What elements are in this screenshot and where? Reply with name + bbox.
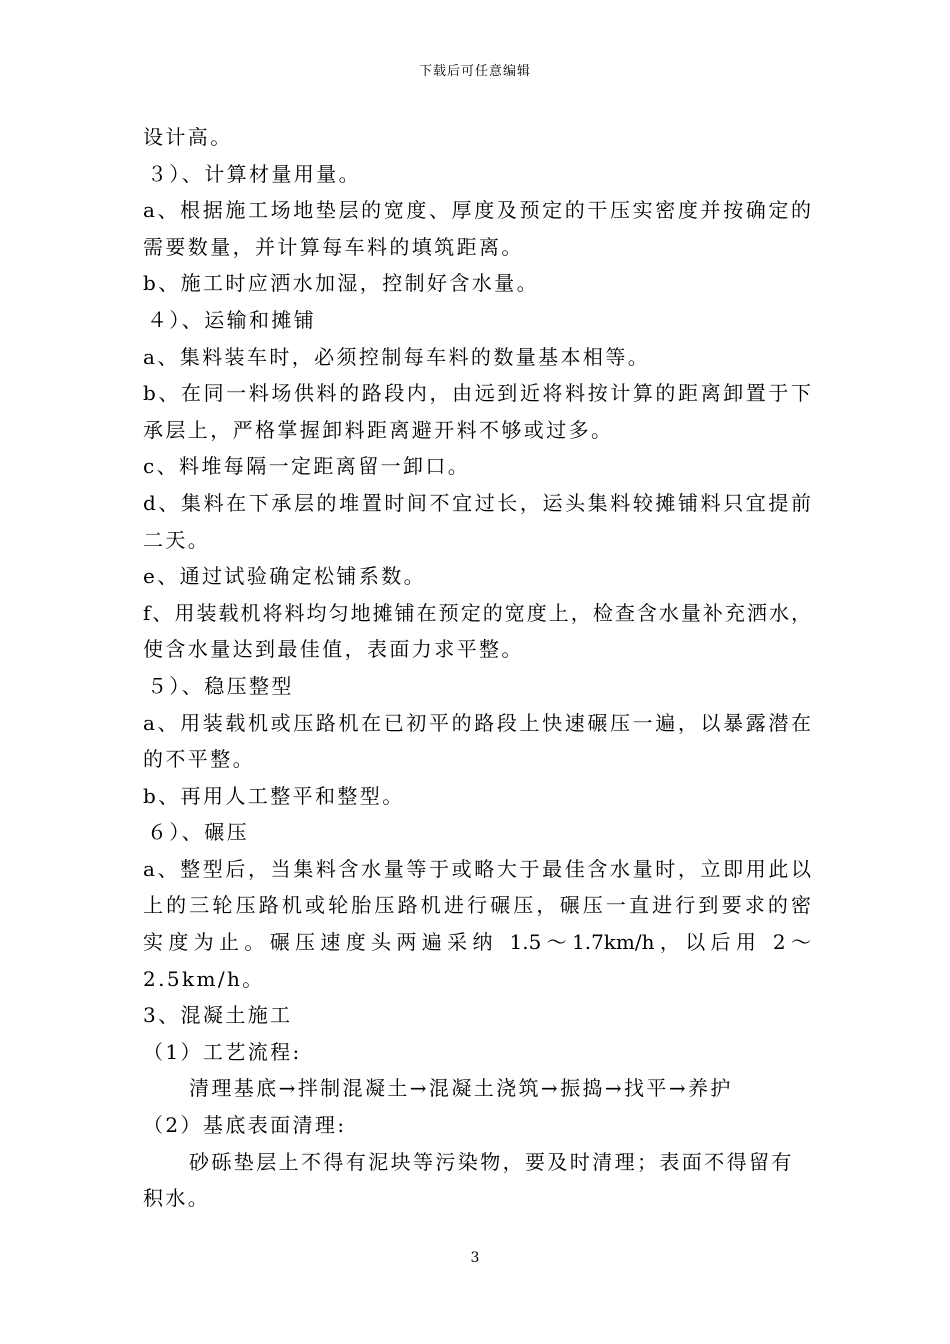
text-line: f、用装载机将料均匀地摊铺在预定的宽度上，检查含水量补充洒水， <box>143 600 811 625</box>
page-number: 3 <box>470 1250 480 1266</box>
page-header: 下载后可任意编辑 <box>418 64 531 79</box>
section-heading: ４）、运输和摊铺 <box>147 307 317 332</box>
text-line: 砂砾垫层上不得有泥块等污染物，要及时清理；表面不得留有 <box>189 1149 794 1174</box>
text-line: c、料堆每隔一定距离留一卸口。 <box>143 454 471 479</box>
text-line: 积水。 <box>143 1186 211 1211</box>
process-flow-line: 清理基底→拌制混凝土→混凝土浇筑→振捣→找平→养护 <box>189 1076 733 1101</box>
section-heading: ５）、稳压整型 <box>147 673 294 698</box>
text-line: 设计高。 <box>143 125 233 149</box>
text-line: b、施工时应洒水加湿，控制好含水量。 <box>143 271 540 296</box>
text-line: 使含水量达到最佳值，表面力求平整。 <box>143 637 524 662</box>
text-line: a、整型后，当集料含水量等于或略大于最佳含水量时，立即用此以 <box>143 856 811 881</box>
text-line: 二天。 <box>143 527 211 552</box>
text-line: a、集料装车时，必须控制每车料的数量基本相等。 <box>143 344 651 369</box>
section-heading: ３）、计算材量用量。 <box>147 161 361 186</box>
document-body <box>143 119 811 1217</box>
text-line: e、通过试验确定松铺系数。 <box>143 564 427 589</box>
section-heading: ６）、碾压 <box>147 820 249 845</box>
text-line: b、在同一料场供料的路段内，由远到近将料按计算的距离卸置于下 <box>143 381 811 406</box>
text-line: a、用装载机或压路机在已初平的路段上快速碾压一遍，以暴露潜在 <box>143 710 811 735</box>
text-line: 承层上，严格掌握卸料距离避开料不够或过多。 <box>143 417 614 442</box>
text-line: a、根据施工场地垫层的宽度、厚度及预定的干压实密度并按确定的 <box>143 198 811 223</box>
text-line: 需要数量，并计算每车料的填筑距离。 <box>143 234 524 259</box>
subsection-heading: （1）工艺流程: <box>143 1039 302 1064</box>
subsection-heading: （2）基底表面清理: <box>143 1113 347 1138</box>
text-line: 的不平整。 <box>143 747 255 772</box>
text-line: d、集料在下承层的堆置时间不宜过长，运头集料较摊铺料只宜提前 <box>143 490 811 515</box>
text-line: 实度为止。碾压速度头两遍采纳 1.5～1.7km/h，以后用 2～ <box>143 930 811 955</box>
text-line: 2.5km/h。 <box>143 966 265 991</box>
text-line: 上的三轮压路机或轮胎压路机进行碾压，碾压一直进行到要求的密 <box>143 893 811 918</box>
text-line: b、再用人工整平和整型。 <box>143 783 405 808</box>
section-heading: 3、混凝土施工 <box>143 1003 293 1028</box>
